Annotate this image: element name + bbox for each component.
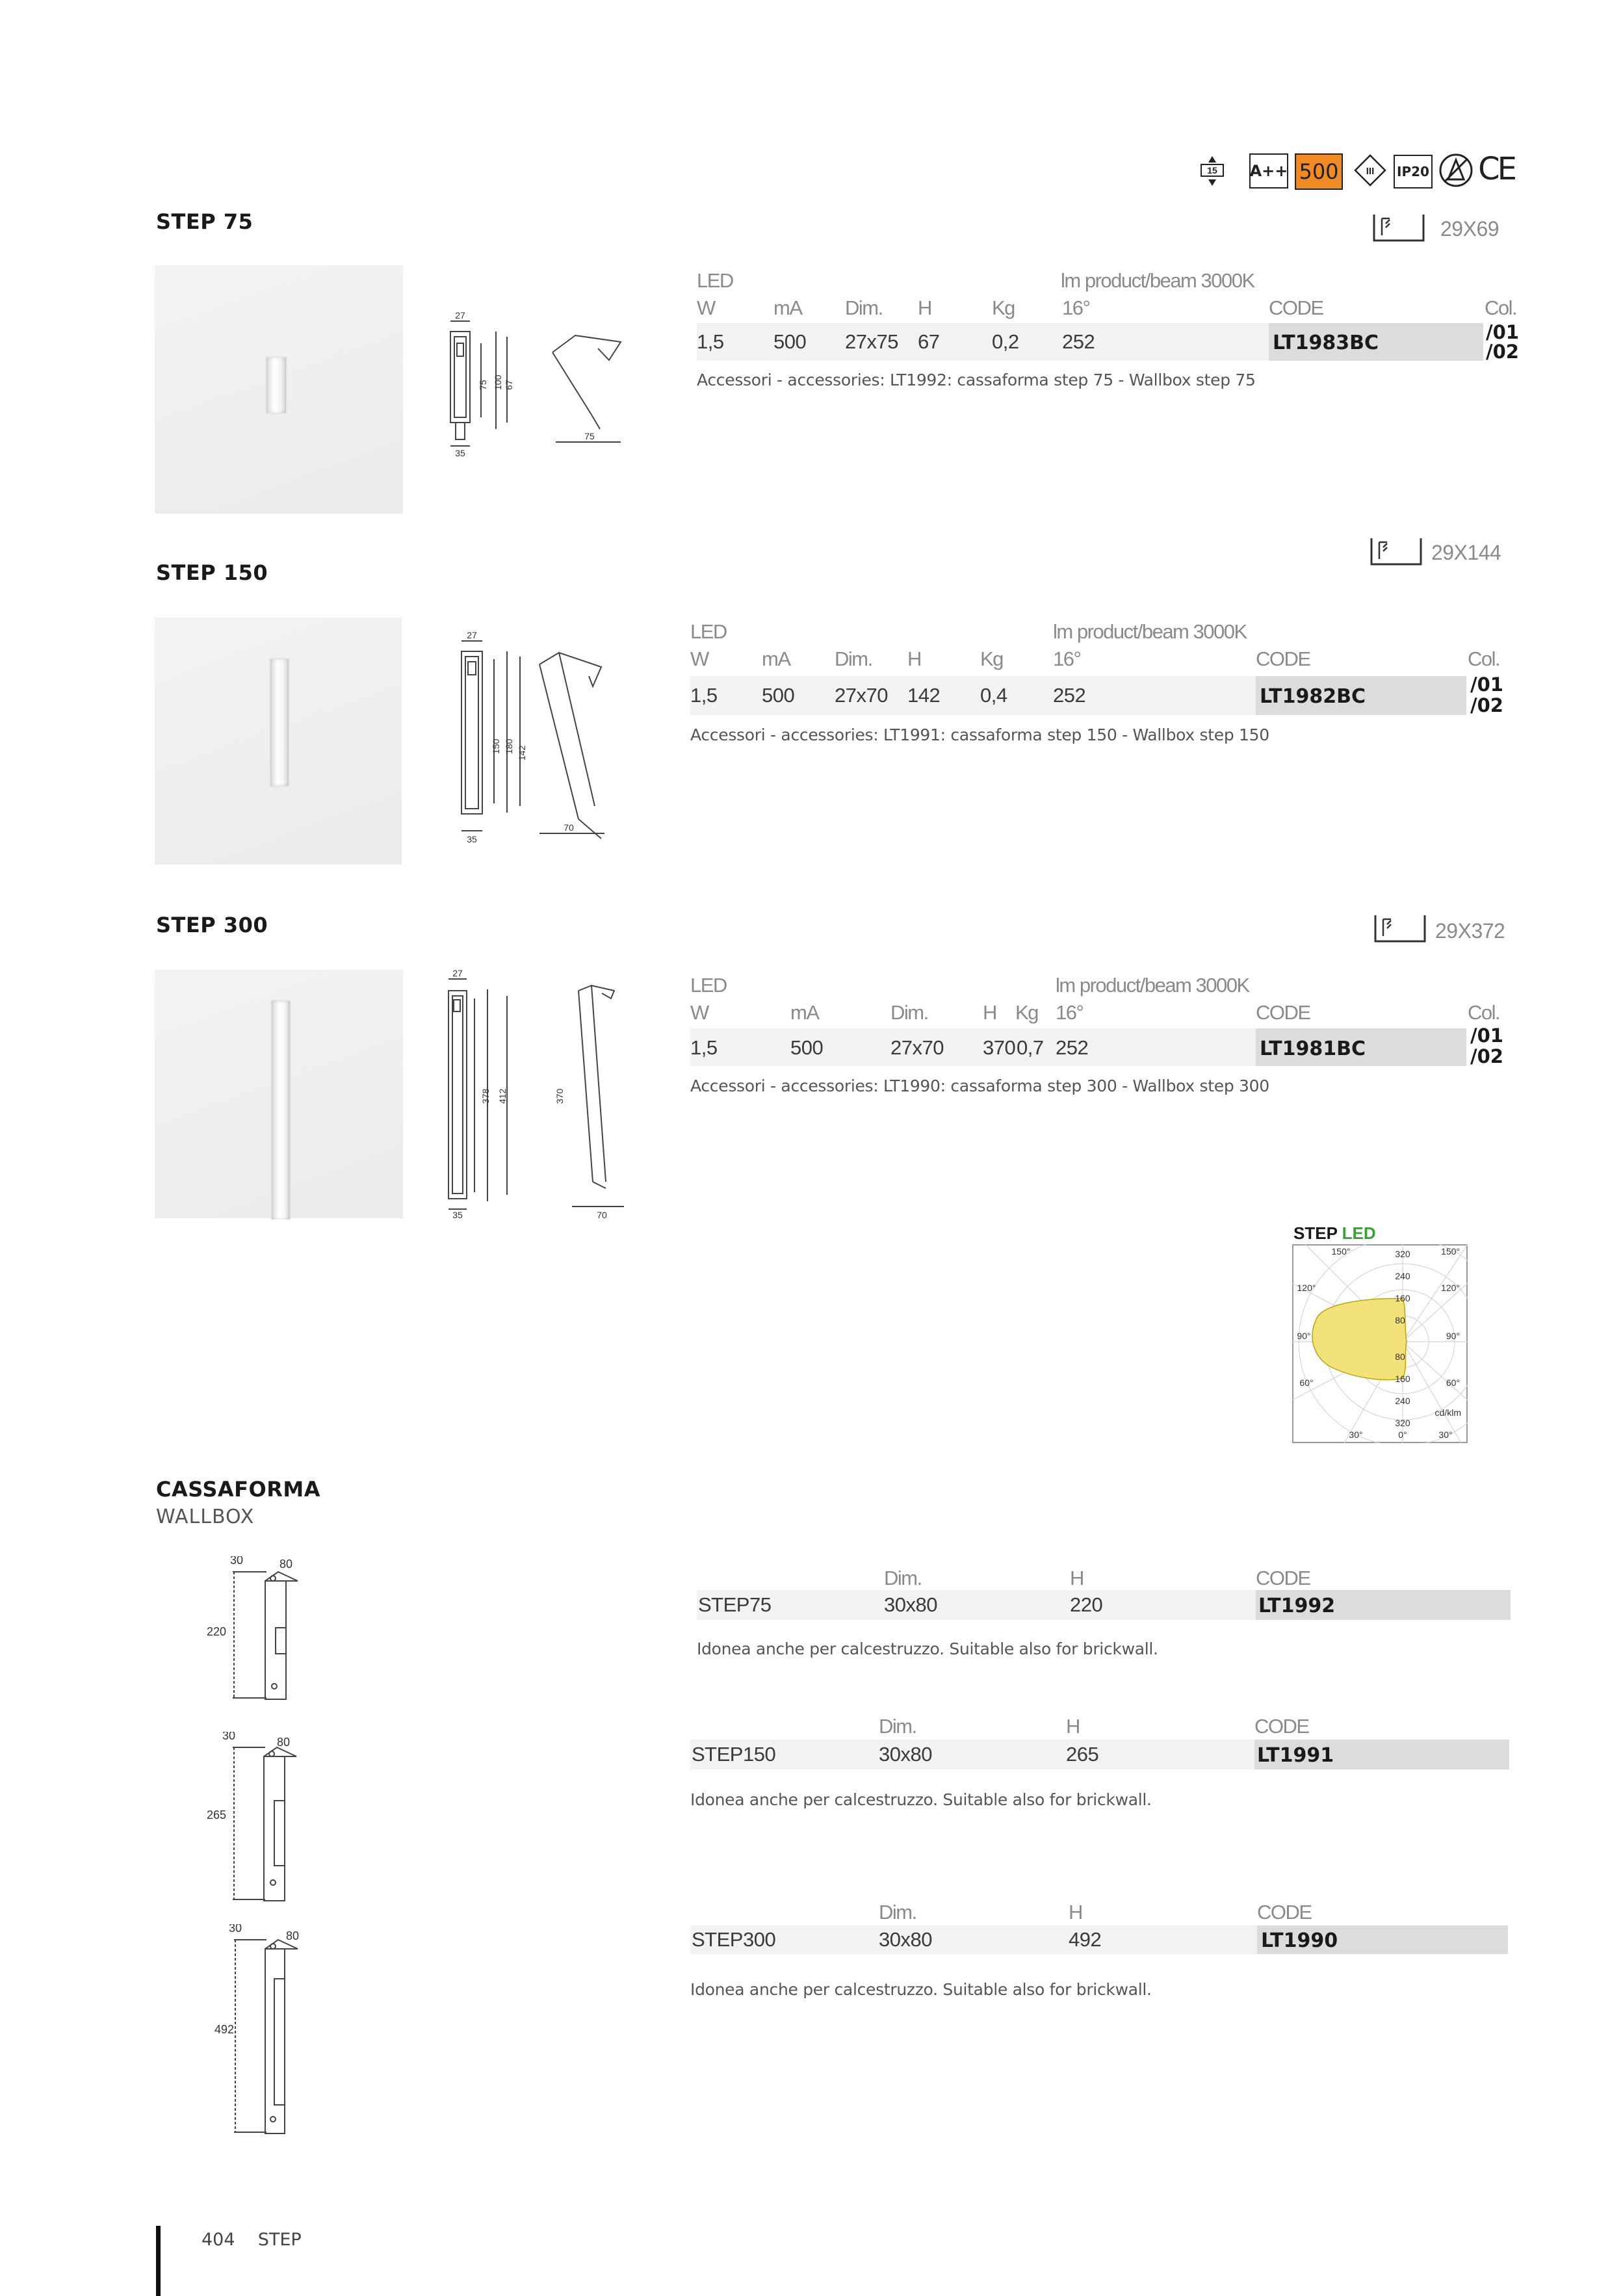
dim-depth: 80 — [277, 1736, 291, 1749]
dim-h2: 412 — [497, 1088, 508, 1104]
angle-ml: 120° — [1297, 1283, 1316, 1293]
value-name: STEP75 — [698, 1593, 772, 1616]
technical-drawing — [435, 967, 630, 1221]
product-code: LT1982BC — [1260, 685, 1366, 708]
dim-h1: 75 — [478, 380, 488, 390]
header-col: Col. — [1468, 1001, 1500, 1024]
no-insulation-icon — [1438, 152, 1474, 189]
header-col: Col. — [1485, 296, 1517, 319]
radial-label: 320 — [1395, 1418, 1410, 1428]
value-kg: 0,2 — [992, 330, 1019, 353]
value-kg: 0,7 — [1017, 1036, 1044, 1059]
header-h: H — [983, 1001, 996, 1024]
dim-top: 27 — [452, 968, 463, 978]
section-name: STEP — [257, 2230, 302, 2250]
cutout-size — [1370, 537, 1501, 569]
energy-class-text: A++ — [1249, 162, 1288, 180]
header-ma: mA — [762, 647, 790, 670]
dim-h2: 180 — [504, 738, 514, 754]
dim-bottom: 35 — [467, 834, 477, 844]
angle-b2: 30° — [1438, 1429, 1453, 1440]
header-led: LED — [690, 620, 727, 643]
product-title: STEP 300 — [156, 913, 268, 937]
header-dim: Dim. — [879, 1715, 916, 1738]
header-w: W — [690, 1001, 708, 1024]
header-col: Col. — [1468, 647, 1500, 670]
wallbox-drawing — [207, 1556, 324, 1706]
lumen-badge — [1295, 153, 1343, 190]
dim-height: 265 — [207, 1808, 227, 1821]
dim-width: 30 — [230, 1556, 244, 1567]
header-code: CODE — [1257, 1901, 1312, 1924]
value-h: 142 — [907, 684, 941, 707]
value-w: 1,5 — [690, 1036, 718, 1059]
value-ma: 500 — [790, 1036, 824, 1059]
angle-br: 60° — [1446, 1377, 1460, 1388]
angle-b1: 30° — [1349, 1429, 1363, 1440]
header-dim: Dim. — [879, 1901, 916, 1924]
class-iii-icon — [1353, 153, 1387, 187]
header-ma: mA — [773, 296, 802, 319]
header-code: CODE — [1256, 647, 1310, 670]
header-code: CODE — [1269, 296, 1323, 319]
value-dim: 30x80 — [879, 1743, 932, 1766]
value-h: 370 — [983, 1036, 1016, 1059]
value-w: 1,5 — [697, 330, 724, 353]
value-h: 220 — [1070, 1593, 1103, 1616]
dim-top: 27 — [467, 630, 477, 640]
value-h: 67 — [918, 330, 940, 353]
wallbox-code: LT1990 — [1261, 1929, 1338, 1952]
lamp-count-text: 15 — [1207, 165, 1217, 176]
header-dim: Dim. — [890, 1001, 928, 1024]
header-code: CODE — [1254, 1715, 1309, 1738]
product-photo — [155, 265, 403, 514]
color-02: /02 — [1486, 341, 1519, 363]
footer-bar — [156, 2226, 161, 2296]
energy-class-icon — [1249, 153, 1288, 189]
angle-l: 90° — [1297, 1331, 1311, 1341]
ce-mark-icon — [1477, 151, 1516, 187]
dim-h1: 150 — [491, 738, 501, 754]
color-02: /02 — [1470, 694, 1503, 716]
wallbox-drawing — [207, 1732, 324, 1907]
dim-h3: 370 — [554, 1088, 565, 1104]
value-dim: 27x70 — [890, 1036, 944, 1059]
header-kg: Kg — [992, 296, 1015, 319]
header-code: CODE — [1256, 1567, 1310, 1589]
header-code: CODE — [1256, 1001, 1310, 1024]
dim-h3: 67 — [504, 380, 514, 390]
dim-side: 70 — [597, 1210, 607, 1220]
accessories-note: Accessori - accessories: LT1992: cassaforma step 75 - Wallbox step 75 — [697, 371, 1256, 389]
cutout-size-text: 29X69 — [1440, 217, 1500, 241]
page-number: 404 — [201, 2230, 235, 2250]
header-lm: lm product/beam 3000K — [1061, 269, 1254, 292]
dim-side: 70 — [564, 822, 574, 833]
wallbox-subtitle: WALLBOX — [156, 1506, 255, 1528]
dim-depth: 80 — [286, 1929, 300, 1942]
accessories-note: Accessori - accessories: LT1991: cassaforma step 150 - Wallbox step 150 — [690, 725, 1269, 744]
header-dim: Dim. — [884, 1567, 922, 1589]
lumen-badge-text: 500 — [1299, 159, 1339, 184]
wallbox-note: Idonea anche per calcestruzzo. Suitable also for brickwall. — [697, 1639, 1158, 1658]
value-ma: 500 — [773, 330, 807, 353]
product-photo — [155, 618, 402, 865]
wallbox-code: LT1991 — [1257, 1744, 1334, 1767]
polar-title-step: STEP — [1293, 1223, 1338, 1243]
color-01: /01 — [1470, 673, 1503, 696]
header-kg: Kg — [1015, 1001, 1038, 1024]
radial-label: 320 — [1395, 1249, 1410, 1259]
angle-tl: 150° — [1331, 1246, 1351, 1257]
wallbox-drawing — [207, 1924, 324, 2139]
header-w: W — [690, 647, 708, 670]
cutout-icon — [1374, 914, 1427, 943]
radial-label: 80 — [1395, 1351, 1405, 1362]
header-lm: lm product/beam 3000K — [1056, 974, 1249, 997]
value-dim: 27x75 — [845, 330, 898, 353]
value-h: 265 — [1066, 1743, 1099, 1766]
value-dim: 30x80 — [879, 1928, 932, 1951]
wallbox-note: Idonea anche per calcestruzzo. Suitable also for brickwall. — [690, 1980, 1152, 1999]
angle-tr: 150° — [1441, 1246, 1460, 1257]
product-code: LT1983BC — [1273, 332, 1379, 354]
header-h: H — [918, 296, 931, 319]
dim-side: 75 — [584, 431, 595, 441]
header-dim: Dim. — [835, 647, 872, 670]
product-code: LT1981BC — [1260, 1037, 1366, 1060]
header-beam: 16° — [1056, 1001, 1084, 1024]
polar-unit: cd/klm — [1435, 1407, 1461, 1418]
value-ma: 500 — [762, 684, 795, 707]
data-row — [697, 1590, 1256, 1620]
header-beam: 16° — [1053, 647, 1081, 670]
value-name: STEP150 — [692, 1743, 776, 1766]
value-lm: 252 — [1053, 684, 1086, 707]
polar-title — [1293, 1223, 1376, 1244]
header-h: H — [1069, 1901, 1082, 1924]
data-row — [690, 1028, 1256, 1066]
dim-top: 27 — [455, 310, 465, 320]
ip-rating-icon — [1394, 155, 1433, 189]
dim-width: 30 — [229, 1924, 242, 1935]
value-kg: 0,4 — [980, 684, 1007, 707]
header-led: LED — [690, 974, 727, 997]
color-01: /01 — [1486, 321, 1519, 343]
lamp-count-icon — [1196, 155, 1228, 187]
color-02: /02 — [1470, 1045, 1503, 1067]
cutout-icon — [1373, 213, 1426, 242]
wallbox-code: LT1992 — [1258, 1595, 1336, 1617]
header-h: H — [907, 647, 921, 670]
header-beam: 16° — [1062, 296, 1090, 319]
value-lm: 252 — [1062, 330, 1095, 353]
product-title: STEP 75 — [156, 209, 253, 234]
page-footer — [201, 2230, 302, 2250]
header-led: LED — [697, 269, 733, 292]
dim-bottom: 35 — [455, 448, 465, 458]
radial-label: 240 — [1395, 1396, 1410, 1406]
product-title: STEP 150 — [156, 560, 268, 585]
ce-mark-text: CE — [1478, 151, 1514, 187]
angle-mr: 120° — [1441, 1283, 1460, 1293]
angle-b0: 0° — [1398, 1429, 1407, 1440]
angle-bl: 60° — [1299, 1377, 1314, 1388]
dim-width: 30 — [222, 1732, 236, 1742]
angle-r: 90° — [1446, 1331, 1460, 1341]
header-h: H — [1066, 1715, 1080, 1738]
polar-title-led: LED — [1342, 1223, 1376, 1243]
cutout-size — [1373, 213, 1500, 245]
dim-h1: 378 — [480, 1088, 491, 1104]
product-photo — [155, 970, 403, 1218]
dim-height: 492 — [214, 2023, 235, 2036]
cutout-size-text: 29X372 — [1435, 919, 1505, 943]
dim-h2: 100 — [493, 374, 503, 390]
value-h: 492 — [1069, 1928, 1102, 1951]
radial-label: 160 — [1395, 1293, 1410, 1303]
header-lm: lm product/beam 3000K — [1053, 620, 1247, 643]
technical-drawing — [429, 624, 624, 845]
value-dim: 27x70 — [835, 684, 888, 707]
cutout-size — [1374, 914, 1505, 946]
ip-rating-text: IP20 — [1397, 164, 1429, 179]
value-lm: 252 — [1056, 1036, 1089, 1059]
header-w: W — [697, 296, 715, 319]
dim-bottom: 35 — [452, 1210, 463, 1220]
accessories-note: Accessori - accessories: LT1990: cassaforma step 300 - Wallbox step 300 — [690, 1076, 1269, 1095]
cutout-icon — [1370, 537, 1423, 566]
technical-drawing — [426, 306, 627, 462]
value-name: STEP300 — [692, 1928, 776, 1951]
cutout-size-text: 29X144 — [1431, 541, 1501, 564]
header-h: H — [1070, 1567, 1084, 1589]
wallbox-title: CASSAFORMA — [156, 1477, 320, 1502]
dim-h3: 142 — [517, 745, 527, 761]
wallbox-note: Idonea anche per calcestruzzo. Suitable also for brickwall. — [690, 1790, 1152, 1809]
radial-label: 160 — [1395, 1374, 1410, 1384]
value-w: 1,5 — [690, 684, 718, 707]
value-dim: 30x80 — [884, 1593, 937, 1616]
header-dim: Dim. — [845, 296, 883, 319]
header-kg: Kg — [980, 647, 1003, 670]
polar-chart — [1292, 1244, 1468, 1443]
radial-label: 240 — [1395, 1271, 1410, 1281]
dim-depth: 80 — [279, 1558, 293, 1571]
header-ma: mA — [790, 1001, 819, 1024]
dim-height: 220 — [207, 1625, 227, 1638]
radial-label: 80 — [1395, 1315, 1405, 1325]
class-iii-text: III — [1366, 166, 1375, 177]
color-01: /01 — [1470, 1024, 1503, 1047]
